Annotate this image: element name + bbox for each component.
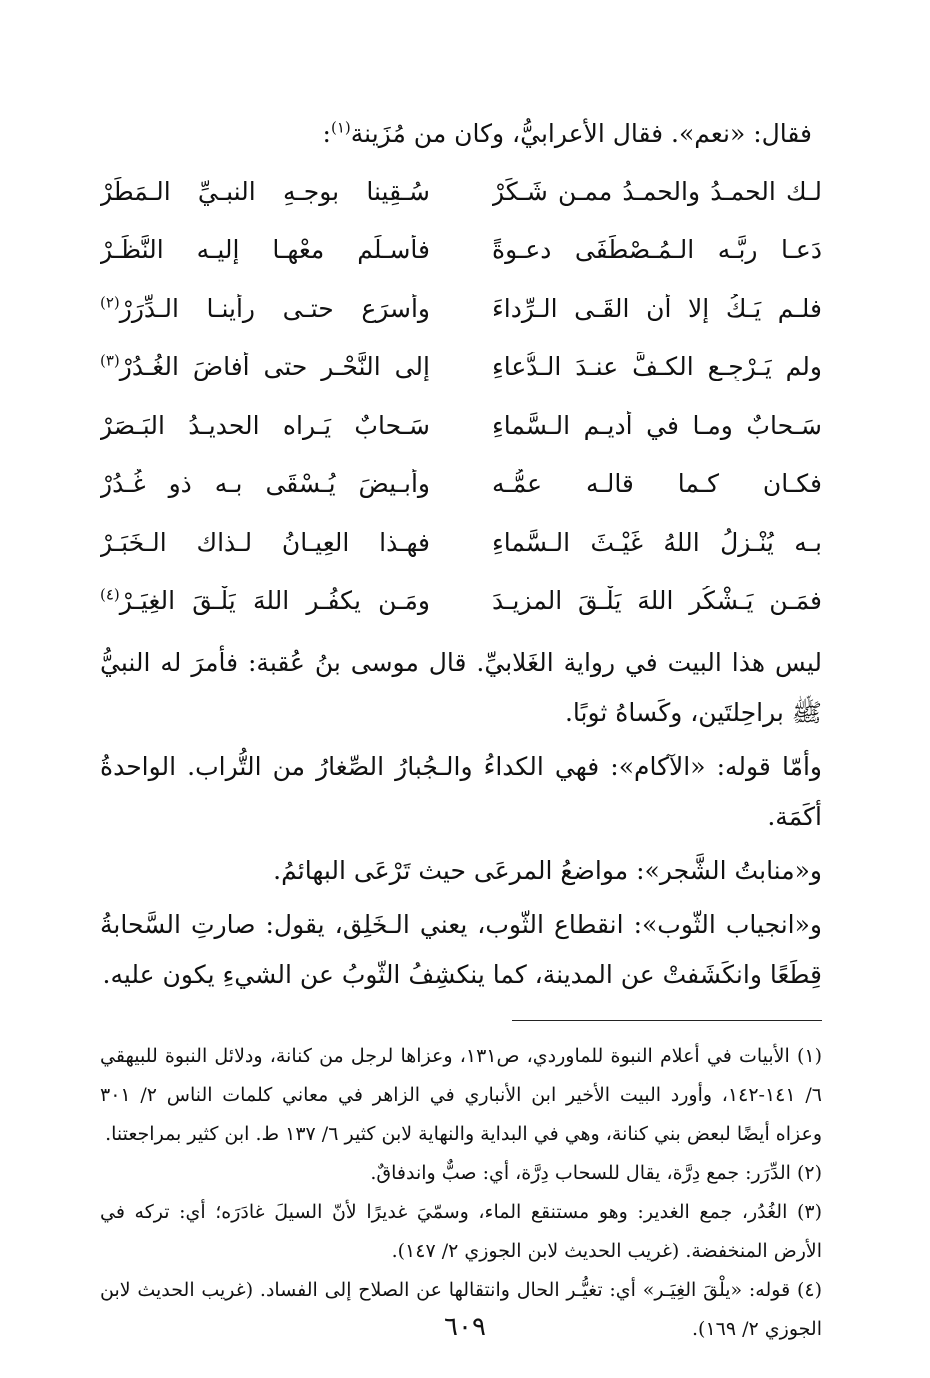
- body-paragraph: ليس هذا البيت في رواية الغَلابيِّ. قال موسى بنُ عُقبة: فأمرَ له النبيُّ ﷺ براحِلتَين، وكَساهُ ثوبًا.: [100, 648, 822, 727]
- first-hemistich: [492, 352, 822, 381]
- footnote: (٣) الغُدُر، جمع الغدير: وهو مستنقع الماء، وسمّيَ غديرًا لأنّ السيلَ غادَرَه؛ أي: تركه في الأرض المنخفضة. (غريب الحديث لابن الجوزي ٢/ ١٤٧).: [100, 1201, 822, 1262]
- second-hemistich: [100, 411, 430, 440]
- verse-text: إلى النَّحْـرِ حتى أفاضَ الغُـدُرْ: [119, 352, 430, 382]
- verse: [100, 513, 822, 572]
- footnotes: [100, 1037, 822, 1349]
- verse-text: فهـذا العِيـانُ لـذاك الـخَبَـرْ: [100, 527, 430, 557]
- verse: [100, 338, 822, 397]
- verse-text: ولم يَـرْجِـعِ الكـفَّ عنـدَ الـدُّعاءِ: [492, 352, 822, 382]
- verse: [100, 455, 822, 514]
- verse-text: سَـحابٌ يَـراه الحديـدُ البَـصَرْ: [100, 410, 430, 440]
- first-hemistich: [492, 177, 822, 206]
- verse-text: فأسـلَم معْهـا إليـه النَّظَـرْ: [100, 235, 430, 265]
- second-hemistich: [100, 469, 430, 498]
- second-hemistich: [100, 177, 430, 206]
- verse-text: سَـحابٌ ومـا في أديـمِ الـسَّماءِ: [492, 410, 822, 440]
- body-paragraph: و«انجياب الثّوب»: انقطاع الثّوب، يعني الـخَلِق، يقول: صارتِ السَّحابةُ قِطَعًا وانكَشَفتْ عن المدينة، كما ينكشِفُ الثّوبُ عن الشيءِ يكون عليه.: [100, 910, 822, 989]
- first-hemistich: [492, 235, 822, 264]
- first-hemistich: [492, 528, 822, 557]
- footnote: (٤) قوله: «يلْقَ الغِيَـر» أي: تغيُّـر الحال وانتقالها عن الصلاح إلى الفساد. (غريب الحديث لابن الجوزي ٢/ ١٦٩).: [100, 1279, 822, 1340]
- footnote: (١) الأبيات في أعلام النبوة للماوردي، ص١٣١، وعزاها لرجل من كنانة، ودلائل النبوة للبيهقي ٦/ ١٤١-١٤٢، وأورد البيت الأخير ابن الأنباري في الزاهر في معاني كلمات الناس ٢/ ٣٠١ وعزاه أيضًا لبعض بني كنانة، وهي في البداية والنهاية لابن كثير ٦/ ١٣٧ ط. ابن كثير بمراجعتنا.: [100, 1045, 822, 1145]
- page-number: ٦٠٩: [444, 1312, 486, 1342]
- verse-text: لـك الحمـدُ والحمـدُ ممـن شَـكَرْ: [492, 176, 822, 206]
- second-hemistich: [100, 586, 430, 615]
- first-hemistich: [492, 294, 822, 323]
- second-hemistich: [100, 235, 430, 264]
- footnote-marker: (٢): [100, 293, 120, 312]
- verse-text: دَعـا ربَّـه الـمُـصْطَفَى دعـوةً: [492, 235, 822, 265]
- intro-tail: :: [322, 119, 331, 148]
- footnote-marker: (٣): [100, 352, 120, 370]
- verse-text: وأبـيضَ يُـسْقَى بـه ذو غُـدُرْ: [100, 469, 430, 499]
- verse: [100, 572, 822, 631]
- body-paragraph: وأمّا قوله: «الآكام»: فهي الكداءُ والـجُبارُ الصِّغارُ من التُّراب. الواحدةُ أكَمَة.: [100, 752, 822, 831]
- second-hemistich: [100, 294, 430, 323]
- verse: [100, 279, 822, 338]
- footnote: (٢) الدِّرَر: جمع دِرَّة، يقال للسحاب دِرَّة، أي: صبٌّ واندفاقٌ.: [370, 1162, 822, 1184]
- footnote-marker: (٤): [100, 586, 120, 604]
- verse-text: بـه يُنْـزِلُ اللهُ غَيْـثَ الـسَّماءِ: [492, 527, 822, 557]
- poem: [100, 162, 822, 630]
- verse-text: فمَـن يَـشْكُرِ اللهَ يَلْـقَ المزيـدَ: [492, 586, 822, 616]
- first-hemistich: [492, 411, 822, 440]
- second-hemistich: [100, 528, 430, 557]
- verse-text: سُـقِينا بوجـهِ النبـيِّ الـمَطَرْ: [100, 176, 430, 206]
- verse-text: فلـم يَـكُ إلا أن القَـى الـرِّداءَ: [492, 293, 822, 323]
- second-hemistich: [100, 352, 430, 381]
- verse: [100, 221, 822, 280]
- body-paragraph: و«منابتُ الشَّجر»: مواضعُ المرعَى حيث تَرْعَى البهائمُ.: [273, 856, 822, 885]
- first-hemistich: [492, 469, 822, 498]
- verse-text: ومَـن يكفُـرِ اللهَ يَلْـقَ الغِيَـرْ: [119, 586, 430, 616]
- intro-text: فقال: «نعم». فقال الأعرابيُّ، وكان من مُزَينة: [350, 119, 812, 148]
- verse-text: وأسرَع حتـى رأينـا الـدِّرَرْ: [119, 293, 430, 323]
- verse-text: فكـان كـما قالـه عمُّـه: [492, 469, 822, 499]
- verse: [100, 396, 822, 455]
- intro-line: [100, 112, 822, 156]
- footnote-divider: [512, 1020, 822, 1021]
- verse: [100, 162, 822, 221]
- first-hemistich: [492, 586, 822, 615]
- footnote-marker: (١): [330, 118, 351, 137]
